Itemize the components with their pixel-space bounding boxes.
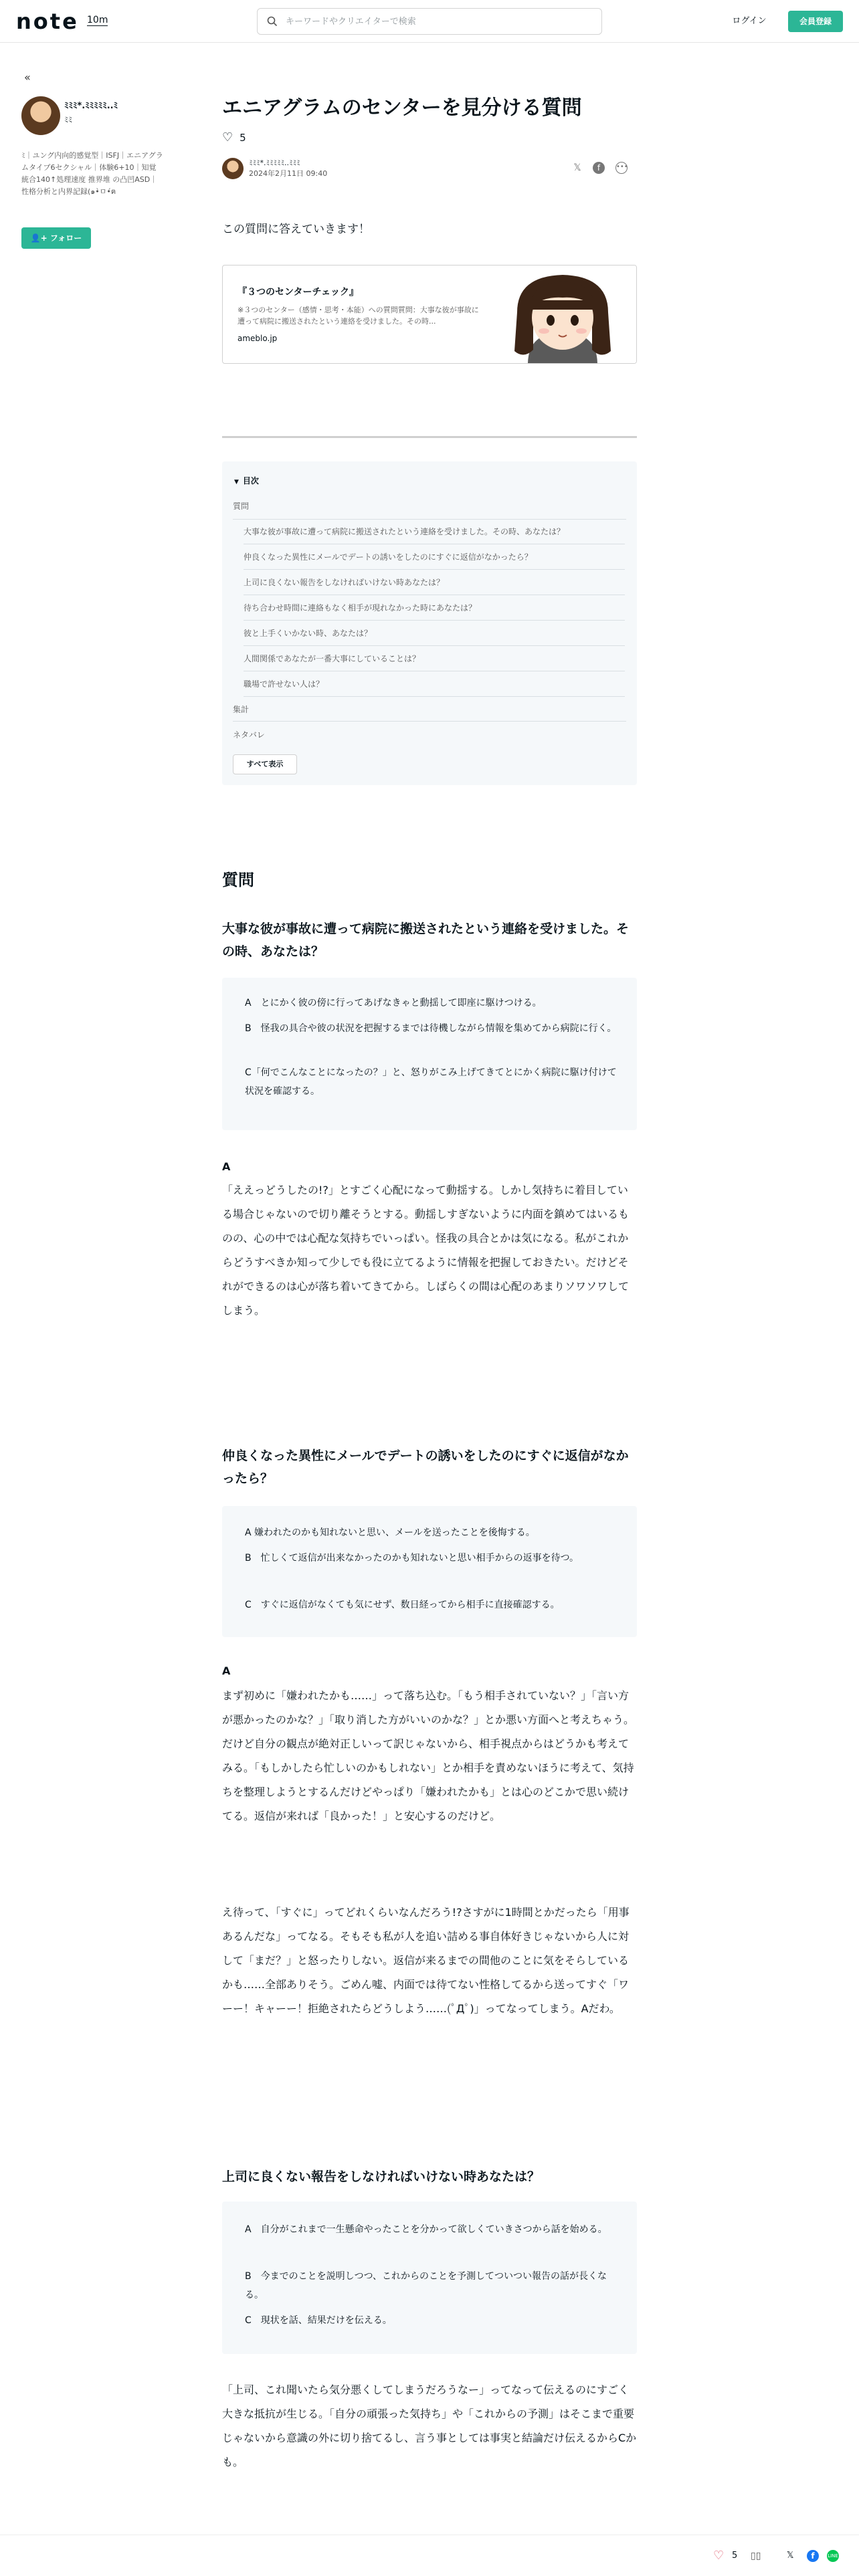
section-heading: 質問 — [222, 871, 254, 889]
search-input[interactable] — [286, 13, 593, 30]
choice-item: A 嫌われたのかも知れないと思い、メールを送ったことを後悔する。 — [245, 1527, 535, 1538]
facebook-share-icon[interactable]: f — [593, 162, 605, 174]
register-button[interactable]: 会員登録 — [788, 11, 843, 32]
line-share-icon[interactable]: ••• — [615, 162, 628, 174]
answer-text: まず初めに「嫌われたかも……」って落ち込む。「もう相手されていない？」「言い方が悪かったのかな？」「取り消した方がいいのかな？」とか悪い方面へと考えちゃう。だけど自分の観点が絶対正しいって訳じゃないから、相手視点からはどうかも考えてみる。「もしかしたら忙しいのかもしれない」とか相手を責めないほうに考えて、気持ちを整理しようとするんだけどやっぱり「嫌われたかも」とは心のどこかで思い続けてる。返信が来れば「良かった！」と安心するのだけど。 — [222, 1689, 635, 1822]
answer-text: 「ええっどうしたの!?」とすごく心配になって動揺する。しかし気持ちに着目している場合じゃないので切り離そうとする。動揺しすぎないように内面を鎮めてはいるものの、心の中では心配な気持ちでいっぱい。怪我の具合とかは気になる。私がこれからどうすべきか知って少しでも役に立てるように情報を把握しておきたい。だけどそれができるのは心が落ち着いてきてから。しばらくの間は心配のあまりソワソワしてしまう。 — [222, 1184, 630, 1317]
line-icon[interactable]: LINE — [827, 2550, 839, 2562]
toc-header[interactable] — [234, 475, 259, 488]
answer-label: A — [222, 1665, 231, 1677]
search-box[interactable] — [257, 8, 602, 35]
question-heading: 仲良くなった異性にメールでデートの誘いをしたのにすぐに返信がなかったら？ — [222, 1448, 629, 1486]
choice-item: B 忙しくて返信が出来なかったのかも知れないと思い相手からの返事を待つ。 — [245, 1553, 579, 1564]
avatar[interactable] — [222, 158, 244, 179]
heart-icon[interactable]: ♡ — [713, 2549, 725, 2563]
toc-subitem[interactable]: 職場で許せない人は？ — [244, 671, 625, 697]
toc-divider — [233, 721, 626, 722]
heart-icon[interactable]: ♡ — [222, 130, 233, 144]
like-counter[interactable] — [222, 128, 246, 147]
table-of-contents — [222, 461, 637, 785]
article-action-bar — [0, 2535, 859, 2576]
answer-text: 「上司、これ聞いたら気分悪くしてしまうだろうなー」ってなって伝えるのにすごく大きな抵抗が生じる。「自分の頑張った気持ち」や「これからの予測」はそこまで重要じゃないから意識の外に切り捨てるし、言う事としては事実と結論だけ伝えるからCかも。 — [222, 2383, 637, 2468]
toc-subitem[interactable]: 上司に良くない報告をしなければいけない時あなたは？ — [244, 570, 625, 595]
like-count: 5 — [240, 132, 246, 144]
choice-item: C すぐに返信がなくても気にせず、数日経ってから相手に直接確認する。 — [245, 1600, 560, 1610]
choice-item: A 自分がこれまで一生懸命やったことを分かって欲しくていきさつから話を始める。 — [245, 2224, 607, 2235]
link-embed-card[interactable] — [222, 265, 637, 364]
embed-domain: ameblo.jp — [237, 334, 278, 343]
toc-subitem[interactable]: 人間関係であなたが一番大事にしていることは？ — [244, 646, 625, 671]
logo-badge[interactable]: 10m — [87, 15, 108, 25]
toc-subitem[interactable]: 仲良くなった異性にメールでデートの誘いをしたのにすぐに返信がなかったら？ — [244, 544, 625, 570]
girl-illustration-icon — [488, 265, 637, 364]
toc-item-summary[interactable]: 集計 — [233, 705, 250, 714]
toc-item-spoiler[interactable]: ネタバレ — [233, 730, 265, 740]
embed-title: 『３つのセンターチェック』 — [237, 287, 359, 298]
choice-item: A とにかく彼の傍に行ってあげなきゃと動揺して即座に駆けつける。 — [245, 998, 542, 1008]
toc-subitem[interactable]: 大事な彼が事故に遭って病院に搬送されたという連絡を受けました。その時、あなたは？ — [244, 519, 625, 544]
intro-text: この質問に答えていきます！ — [222, 223, 370, 236]
choice-item: B 怪我の具合や彼の状況を把握するまでは待機しながら情報を集めてから病院に行く。 — [245, 1023, 617, 1034]
note-logo[interactable]: note — [16, 9, 79, 34]
caret-down-icon: ▼ — [234, 479, 239, 486]
follow-label: フォロー — [50, 233, 82, 243]
answer-label: A — [222, 1160, 231, 1173]
add-user-icon: 👤+ — [30, 233, 50, 243]
site-header — [0, 0, 859, 43]
sidebar-author-name[interactable]: ﾐﾐﾐ*.ﾐﾐﾐﾐﾐ..ﾐ — [64, 101, 118, 111]
embed-thumbnail — [488, 265, 637, 364]
question-heading: 大事な彼が事故に遭って病院に搬送されたという連絡を受けました。その時、あなたは？ — [222, 922, 630, 959]
choice-item: B 今までのことを説明しつつ、これからのことを予測してついつい報告の話が長くなる。 — [245, 2271, 607, 2300]
avatar[interactable] — [21, 96, 60, 135]
collapse-sidebar-icon[interactable]: « — [24, 71, 31, 84]
answer-text: え待って、「すぐに」ってどれくらいなんだろう!?さすがに1時間とかだったら「用事あるんだな」ってなる。そもそも私が人を追い詰める事自体好きじゃないから人に対して「まだ？」と怒ったりしない。返信が来るまでの間他のことに気をそらしているかも……全部ありそう。ごめん嘘、内面では待てない性格してるから送ってすぐ「ワーー！キャーー！拒絶されたらどうしよう……(ﾟДﾟ)」ってなってしまう。Aだわ。 — [222, 1906, 630, 2015]
author-row — [222, 156, 637, 181]
x-share-icon[interactable]: 𝕏 — [573, 163, 581, 173]
show-all-button[interactable]: すべて表示 — [233, 754, 297, 774]
footer-like-count: 5 — [732, 2551, 738, 2561]
magazine-icon[interactable]: ▯▯ — [751, 2551, 761, 2561]
x-share-icon[interactable]: 𝕏 — [787, 2551, 794, 2561]
choice-item: C「何でこんなことになったの？」と、怒りがこみ上げてきてとにかく病院に駆け付けて状況を確認する。 — [245, 1067, 617, 1097]
toc-subitem[interactable]: 待ち合わせ時間に連絡もなく相手が現れなかった時にあなたは？ — [244, 595, 625, 621]
publish-date: 2024年2月11日 09:40 — [249, 169, 328, 178]
embed-description: ※３つのセンター（感情・思考・本能）への質問質問：大事な彼が事故に遭って病院に搬送されたという連絡を受けました。その時... — [237, 306, 479, 326]
choices-box — [222, 2202, 637, 2354]
author-bio: ﾐ｜ユング内向的感覚型｜ISFJ｜エニアグラムタイプ6セクシャル｜体験6+10｜知覚統合140↑処理速度 推界堆 の凸凹ASD｜性格分析と内界記録(๑•̀ㅁ•́ฅ — [21, 151, 163, 196]
question-heading: 上司に良くない報告をしなければいけない時あなたは？ — [222, 2169, 541, 2184]
choices-box — [222, 978, 637, 1130]
author-name[interactable]: ﾐﾐﾐ*.ﾐﾐﾐﾐﾐ..ﾐﾐﾐ — [249, 158, 300, 167]
facebook-icon[interactable]: f — [807, 2550, 819, 2562]
toc-subitem[interactable]: 彼と上手くいかない時、あなたは？ — [244, 621, 625, 646]
choices-box — [222, 1506, 637, 1637]
login-button[interactable]: ログイン — [732, 16, 767, 26]
sidebar-author-name-suffix: ﾐﾐ — [64, 115, 73, 124]
follow-button[interactable] — [21, 227, 91, 249]
choice-item: C 現状を話、結果だけを伝える。 — [245, 2315, 392, 2326]
search-icon — [267, 16, 278, 27]
toc-title: 目次 — [242, 476, 259, 486]
toc-item-question[interactable]: 質問 — [233, 502, 250, 511]
divider — [222, 436, 637, 438]
page-title: エニアグラムのセンターを見分ける質問 — [222, 96, 582, 120]
